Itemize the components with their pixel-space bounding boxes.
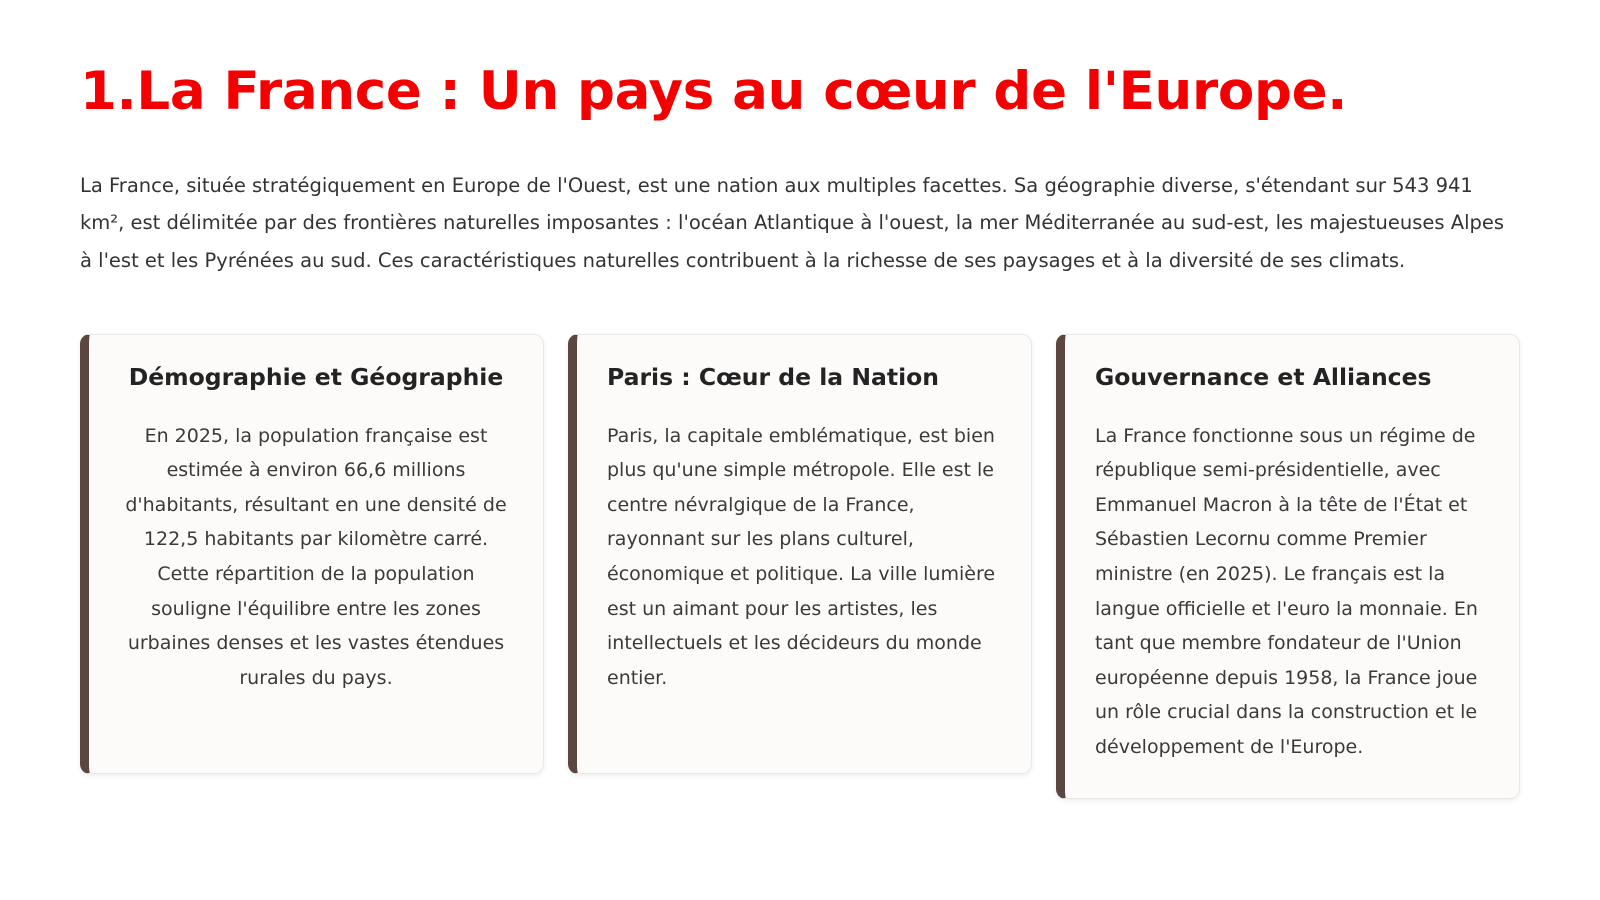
card-text: Paris, la capitale emblématique, est bien plus qu'une simple métropole. Elle est le centre névralgique de la France, rayonnant sur les plans culturel, économique et politique. La ville lumière est un aimant pour les artistes, les intellectuels et les décideurs du monde entier. [607,424,996,689]
card-heading: Gouvernance et Alliances [1095,363,1432,392]
card-text: La France fonctionne sous un régime de république semi-présidentielle, avec Emmanuel Macron à la tête de l'État et Sébastien Lecornu comme Premier ministre (en 2025). Le français est la langue officielle et l'euro la monnaie. En tant que membre fondateur de l'Union européenne depuis 1958, la France joue un rôle crucial dans la construction et le développement de l'Europe. [1095,424,1478,758]
card-group [80,334,1520,799]
intro-paragraph: La France, située stratégiquement en Europe de l'Ouest, est une nation aux multiples facettes. Sa géographie diverse, s'étendant sur 543 941 km², est délimitée par des frontières naturelles imposantes : l'océan Atlantique à l'ouest, la mer Méditerranée au sud-est, les majestueuses Alpes à l'est et les Pyrénées au sud. Ces caractéristiques naturelles contribuent à la richesse de ses paysages et à la diversité de ses climats. [80,173,1505,272]
card-gouvernance-et-alliances [1056,334,1520,799]
card-demographie-geographie [80,334,544,774]
card-paris-coeur-de-la-nation [568,334,1032,774]
card-heading: Paris : Cœur de la Nation [607,363,940,392]
card-heading: Démographie et Géographie [128,363,504,392]
card-text: En 2025, la population française est estimée à environ 66,6 millions d'habitants, résultant en une densité de 122,5 habitants par kilomètre carré. Cette répartition de la population souligne l'équilibre entre les zones urbaines denses et les vastes étendues rurales du pays. [125,424,507,689]
page-title: 1.La France : Un pays au cœur de l'Europe. [80,61,1348,122]
